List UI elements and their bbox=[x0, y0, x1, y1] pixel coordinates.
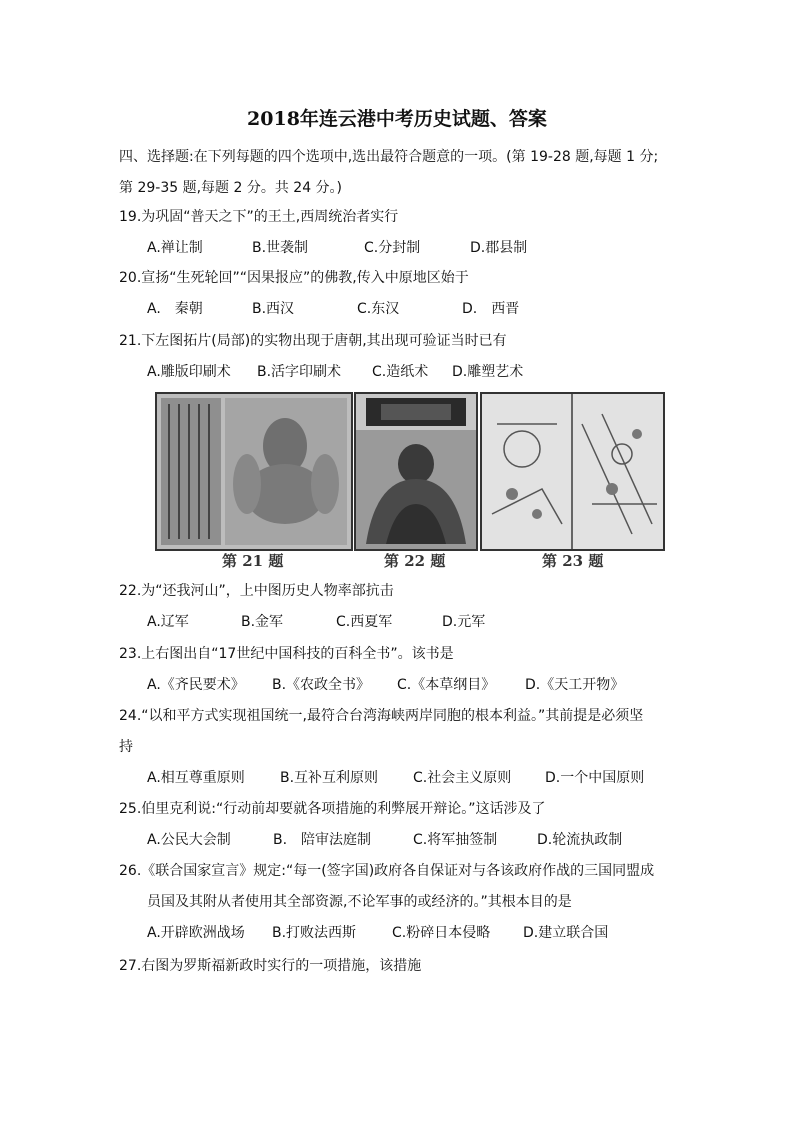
section-intro-line-2: 第 29-35 题,每题 2 分。共 24 分。) bbox=[119, 180, 343, 196]
option-c: C.将军抽签制 bbox=[413, 832, 498, 848]
option-c: C.西夏军 bbox=[336, 614, 393, 630]
question-22-stem: 22.为“还我河山”，上中图历史人物率部抗击 bbox=[119, 583, 394, 599]
option-a: A.雕版印刷术 bbox=[147, 364, 231, 380]
figure-22-statue-image bbox=[354, 392, 478, 551]
option-b: B. 陪审法庭制 bbox=[273, 832, 372, 848]
question-25-stem: 25.伯里克利说:“行动前却要就各项措施的利弊展开辩论。”这话涉及了 bbox=[119, 801, 546, 817]
question-21-stem: 21.下左图拓片(局部)的实物出现于唐朝,其出现可验证当时已有 bbox=[119, 333, 507, 349]
figure-21-caption: 第 21 题 bbox=[222, 552, 284, 570]
option-c: C.粉碎日本侵略 bbox=[392, 925, 491, 941]
question-20-stem: 20.宣扬“生死轮回”“因果报应”的佛教,传入中原地区始于 bbox=[119, 270, 469, 286]
option-c: C.《本草纲目》 bbox=[397, 677, 496, 693]
option-b: B.活字印刷术 bbox=[257, 364, 342, 380]
option-c: C.东汉 bbox=[357, 301, 400, 317]
figure-23-caption: 第 23 题 bbox=[542, 552, 604, 570]
option-a: A.开辟欧洲战场 bbox=[147, 925, 245, 941]
question-23-stem: 23.上右图出自“17世纪中国科技的百科全书”。该书是 bbox=[119, 646, 454, 662]
page-title: 2018年连云港中考历史试题、答案 bbox=[247, 108, 547, 130]
option-d: D. 西晋 bbox=[462, 301, 520, 317]
figure-22-caption: 第 22 题 bbox=[384, 552, 446, 570]
option-a: A.禅让制 bbox=[147, 240, 203, 256]
option-a: A. 秦朝 bbox=[147, 301, 203, 317]
question-24-stem-line-2: 持 bbox=[119, 739, 133, 755]
section-intro-line-1: 四、选择题:在下列每题的四个选项中,选出最符合题意的一项。(第 19-28 题,每题 1 分; bbox=[119, 149, 659, 165]
question-26-stem-line-1: 26.《联合国家宣言》规定:“每一(签字国)政府各自保证对与各该政府作战的三国同盟成 bbox=[119, 863, 655, 879]
option-d: D.元军 bbox=[442, 614, 486, 630]
option-c: C.分封制 bbox=[364, 240, 421, 256]
option-b: B.《农政全书》 bbox=[272, 677, 371, 693]
option-d: D.一个中国原则 bbox=[545, 770, 645, 786]
option-d: D.郡县制 bbox=[470, 240, 528, 256]
option-a: A.《齐民要术》 bbox=[147, 677, 245, 693]
option-b: B.西汉 bbox=[252, 301, 295, 317]
option-a: A.相互尊重原则 bbox=[147, 770, 245, 786]
question-24-stem-line-1: 24.“以和平方式实现祖国统一,最符合台湾海峡两岸同胞的根本利益。”其前提是必须坚 bbox=[119, 708, 644, 724]
option-a: A.公民大会制 bbox=[147, 832, 231, 848]
option-b: B.互补互利原则 bbox=[280, 770, 379, 786]
question-26-stem-line-2: 员国及其附从者使用其全部资源,不论军事的或经济的。”其根本目的是 bbox=[147, 894, 572, 910]
option-c: C.造纸术 bbox=[372, 364, 429, 380]
option-c: C.社会主义原则 bbox=[413, 770, 512, 786]
figure-21-rubbing-image bbox=[155, 392, 353, 551]
option-d: D.轮流执政制 bbox=[537, 832, 623, 848]
question-19-stem: 19.为巩固“普天之下”的王土,西周统治者实行 bbox=[119, 209, 399, 225]
figure-23-woodcut-image bbox=[480, 392, 665, 551]
option-b: B.世袭制 bbox=[252, 240, 309, 256]
option-b: B.金军 bbox=[241, 614, 284, 630]
option-a: A.辽军 bbox=[147, 614, 189, 630]
option-d: D.《天工开物》 bbox=[525, 677, 625, 693]
option-b: B.打败法西斯 bbox=[272, 925, 357, 941]
option-d: D.建立联合国 bbox=[523, 925, 609, 941]
question-27-stem: 27.右图为罗斯福新政时实行的一项措施，该措施 bbox=[119, 958, 422, 974]
figure-strip bbox=[155, 392, 667, 572]
option-d: D.雕塑艺术 bbox=[452, 364, 524, 380]
